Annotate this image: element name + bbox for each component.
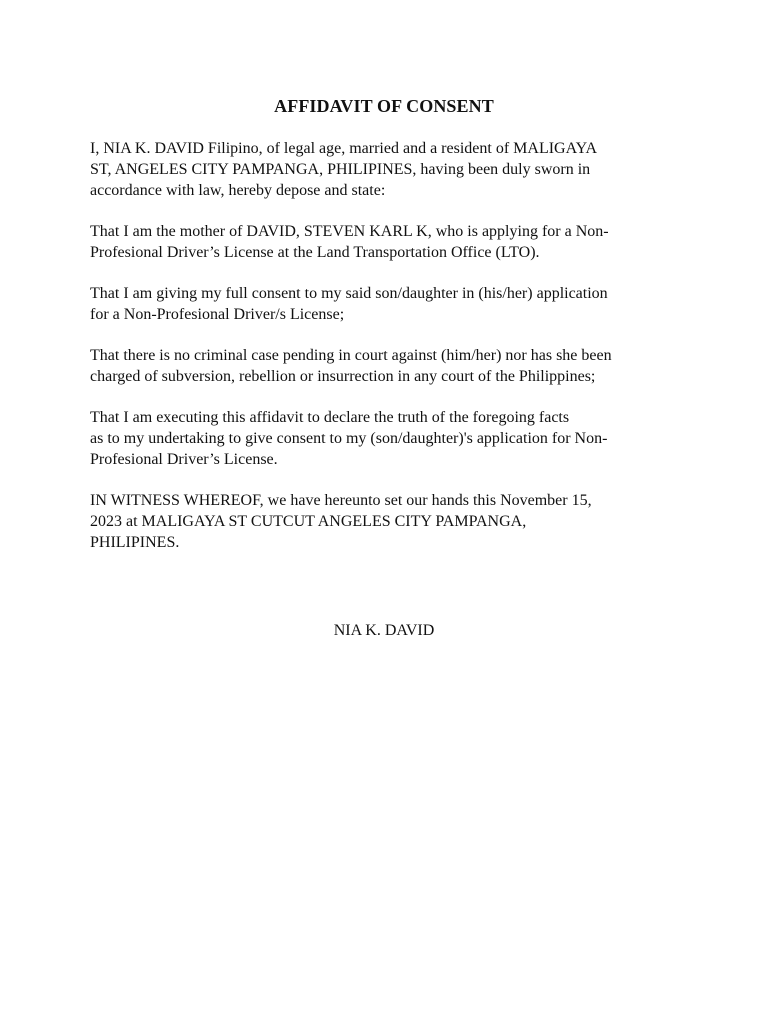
paragraph-line: as to my undertaking to give consent to my (son/daughter)'s application for Non- — [90, 430, 608, 447]
paragraph-purpose — [90, 407, 680, 470]
paragraph-line: ST, ANGELES CITY PAMPANGA, PHILIPINES, having been duly sworn in — [90, 161, 591, 178]
paragraph-criminal-case — [90, 345, 680, 387]
paragraph-consent — [90, 283, 680, 325]
paragraph-line: 2023 at MALIGAYA ST CUTCUT ANGELES CITY PAMPANGA, — [90, 513, 527, 530]
paragraph-line: That there is no criminal case pending in court against (him/her) nor has she been — [90, 347, 612, 364]
paragraph-line: Profesional Driver’s License at the Land Transportation Office (LTO). — [90, 244, 540, 261]
paragraph-line: charged of subversion, rebellion or insurrection in any court of the Philippines; — [90, 368, 596, 385]
paragraph-line: I, NIA K. DAVID Filipino, of legal age, married and a resident of MALIGAYA — [90, 140, 598, 157]
paragraph-relationship — [90, 221, 680, 263]
paragraph-line: for a Non-Profesional Driver/s License; — [90, 306, 345, 323]
paragraph-line: IN WITNESS WHEREOF, we have hereunto set our hands this November 15, — [90, 492, 592, 509]
paragraph-line: Profesional Driver’s License. — [90, 451, 278, 468]
paragraph-line: That I am the mother of DAVID, STEVEN KARL K, who is applying for a Non- — [90, 223, 609, 240]
paragraph-declarant — [90, 138, 680, 201]
document-title: AFFIDAVIT OF CONSENT — [274, 96, 494, 116]
paragraph-line: accordance with law, hereby depose and state: — [90, 182, 386, 199]
paragraph-line: That I am executing this affidavit to declare the truth of the foregoing facts — [90, 409, 570, 426]
signatory-name: NIA K. DAVID — [333, 622, 435, 639]
paragraph-witness — [90, 490, 680, 553]
document-body — [90, 138, 680, 573]
paragraph-line: That I am giving my full consent to my said son/daughter in (his/her) application — [90, 285, 608, 302]
paragraph-line: PHILIPINES. — [90, 534, 180, 551]
